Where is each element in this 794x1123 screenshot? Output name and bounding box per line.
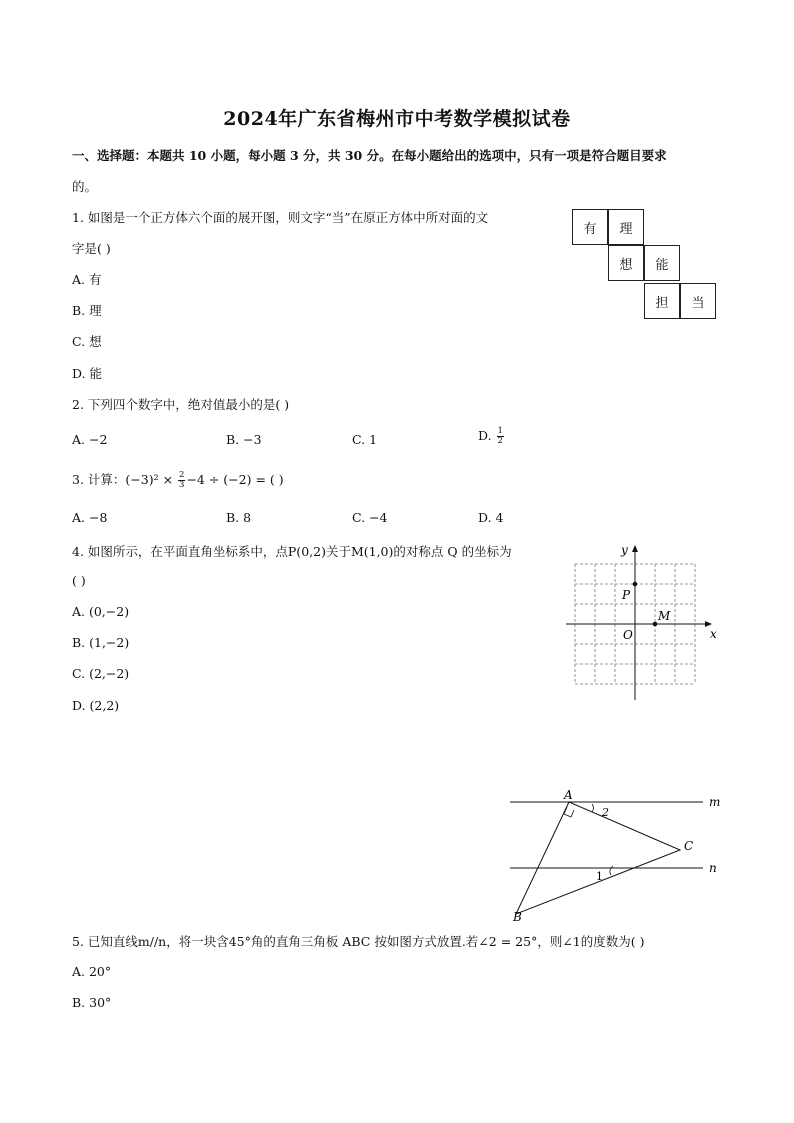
- parallel-lines-triangle-figure: [505, 786, 730, 926]
- origin-label: O: [623, 628, 633, 642]
- coordinate-grid-figure: [560, 540, 730, 710]
- q1-option-c[interactable]: C. 想: [72, 334, 102, 349]
- y-axis-label: y: [621, 543, 628, 557]
- vertex-a-label: A: [564, 788, 573, 802]
- q3-option-b[interactable]: B. 8: [226, 510, 252, 525]
- q4-option-a[interactable]: A. (0,−2): [72, 604, 130, 619]
- q1-option-d[interactable]: D. 能: [72, 366, 103, 381]
- line-n-label: n: [709, 861, 717, 875]
- q4-option-c[interactable]: C. (2,−2): [72, 666, 130, 681]
- section-header: 一、选择题：本题共 10 小题，每小题 3 分，共 30 分。在每小题给出的选项中，只有一项是符合题目要求: [72, 148, 667, 163]
- net-cell: 能: [644, 245, 680, 281]
- q4-option-d[interactable]: D. (2,2): [72, 698, 120, 713]
- q5-stem: 5. 已知直线m//n，将一块含45°角的直角三角板 ABC 按如图方式放置.若∠2 = 25°，则∠1的度数为( ): [72, 934, 645, 949]
- q2-option-b[interactable]: B. −3: [226, 432, 262, 447]
- q1-option-b[interactable]: B. 理: [72, 303, 102, 318]
- q3-option-c[interactable]: C. −4: [352, 510, 388, 525]
- net-cell: 想: [608, 245, 644, 281]
- page-title: 2024年广东省梅州市中考数学模拟试卷: [223, 108, 571, 130]
- q4-option-b[interactable]: B. (1,−2): [72, 635, 130, 650]
- q4-stem: 4. 如图所示，在平面直角坐标系中，点P(0,2)关于M(1,0)的对称点 Q 的坐标为: [72, 544, 512, 559]
- vertex-b-label: B: [513, 910, 522, 924]
- q3-option-a[interactable]: A. −8: [72, 510, 108, 525]
- q3-fraction: $\frac{2}{3}$: [179, 470, 185, 490]
- net-cell: 当: [680, 283, 716, 319]
- point-p-label: P: [622, 588, 631, 602]
- q2-option-d-fraction: $\frac{1}{2}$: [497, 426, 503, 446]
- line-m-label: m: [709, 795, 721, 809]
- q2-option-a[interactable]: A. −2: [72, 432, 108, 447]
- q5-option-b[interactable]: B. 30°: [72, 995, 112, 1010]
- net-cell: 理: [608, 209, 644, 245]
- q1-stem-cont: 字是( ): [72, 241, 111, 256]
- q5-option-a[interactable]: A. 20°: [72, 964, 112, 979]
- q1-option-a[interactable]: A. 有: [72, 272, 102, 287]
- q1-stem: 1. 如图是一个正方体六个面的展开图，则文字“当”在原正方体中所对面的文: [72, 210, 489, 225]
- q2-option-c[interactable]: C. 1: [352, 432, 378, 447]
- q3-option-d[interactable]: D. 4: [478, 510, 504, 525]
- angle-2-label: 2: [602, 806, 609, 819]
- q2-option-d-prefix: D.: [478, 428, 496, 443]
- q2-option-d[interactable]: [478, 427, 505, 446]
- q4-stem-cont: ( ): [72, 573, 86, 588]
- section-header-cont: 的。: [72, 179, 98, 194]
- net-cell: 有: [572, 209, 608, 245]
- vertex-c-label: C: [684, 839, 694, 853]
- net-cell: 担: [644, 283, 680, 319]
- q3-stem: 3. 计算：(−3)² × $\frac{2}{3}$ −4 ÷ (−2) = ( ): [72, 470, 284, 490]
- point-m-label: M: [658, 609, 671, 623]
- angle-1-label: 1: [596, 870, 603, 883]
- x-axis-label: x: [710, 627, 717, 641]
- q2-stem: 2. 下列四个数字中，绝对值最小的是( ): [72, 397, 290, 412]
